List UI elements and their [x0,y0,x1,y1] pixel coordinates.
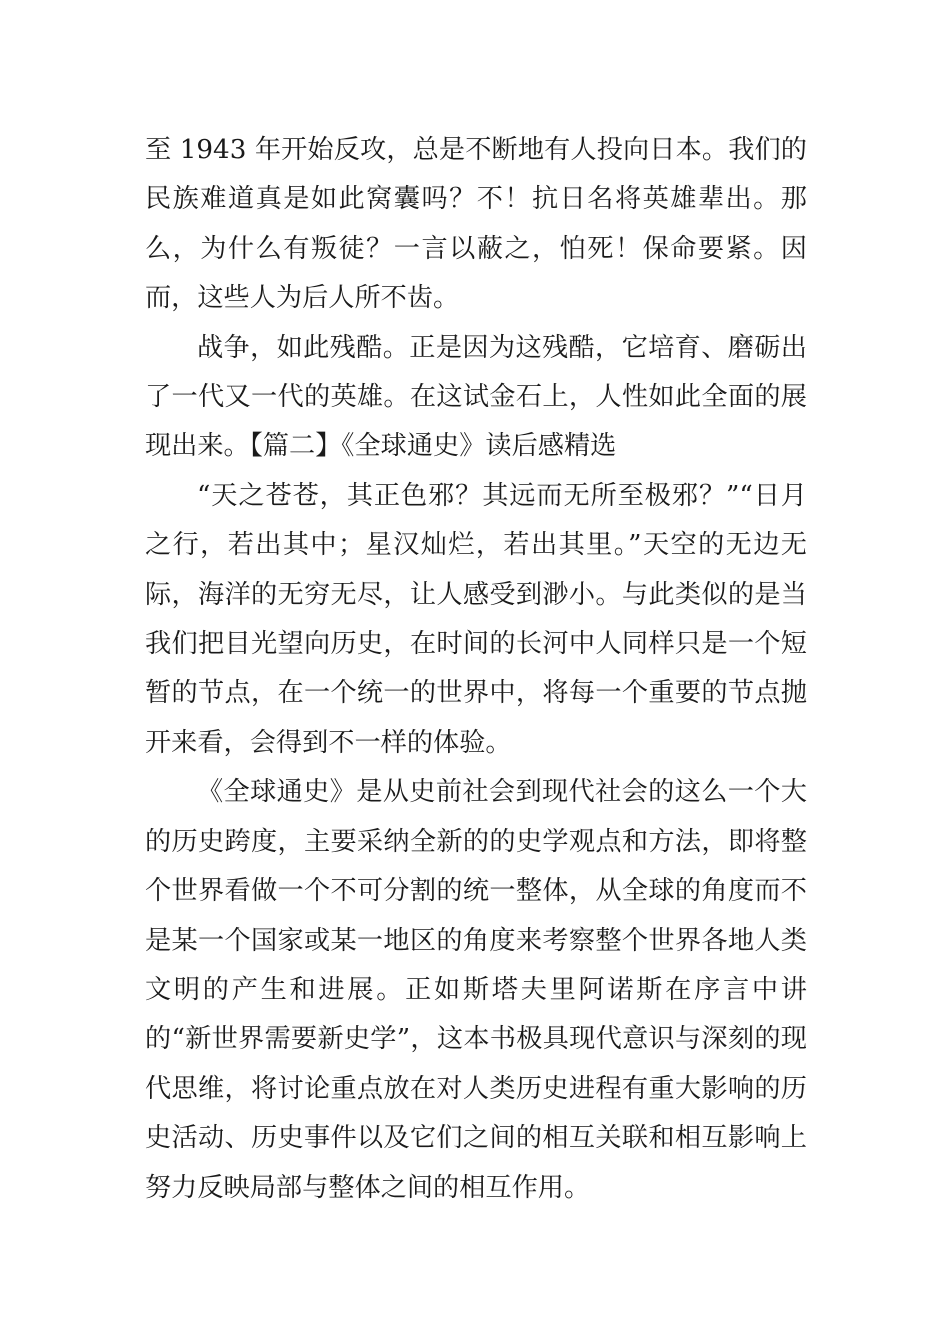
paragraph-continuation: 至 1943 年开始反攻，总是不断地有人投向日本。我们的民族难道真是如此窝囊吗？不！抗日名将英雄辈出。那么，为什么有叛徒？一言以蔽之，怕死！保命要紧。因而，这些人为后人所不齿。 [145,135,807,314]
paragraph-war-cruelty: 战争，如此残酷。正是因为这残酷，它培育、磨砺出了一代又一代的英雄。在这试金石上，人性如此全面的展现出来。【篇二】《全球通史》读后感精选 [145,332,807,462]
body-text [145,126,807,1213]
paragraph-global-history: 《全球通史》是从史前社会到现代社会的这么一个大的历史跨度，主要采纳全新的的史学观点和方法，即将整个世界看做一个不可分割的统一整体，从全球的角度而不是某一个国家或某一地区的角度来考察整个世界各地人类文明的产生和进展。正如斯塔夫里阿诺斯在序言中讲的“新世界需要新史学”，这本书极具现代意识与深刻的现代思维，将讨论重点放在对人类历史进程有重大影响的历史活动、历史事件以及它们之间的相互关联和相互影响上努力反映局部与整体之间的相互作用。 [145,777,807,1203]
paragraph-quote-sky: “天之苍苍，其正色邪？其远而无所至极邪？”“日月之行，若出其中；星汉灿烂，若出其里。”天空的无边无际，海洋的无穷无尽，让人感受到渺小。与此类似的是当我们把目光望向历史，在时间的长河中人同样只是一个短暂的节点，在一个统一的世界中，将每一个重要的节点抛开来看，会得到不一样的体验。 [145,480,807,758]
